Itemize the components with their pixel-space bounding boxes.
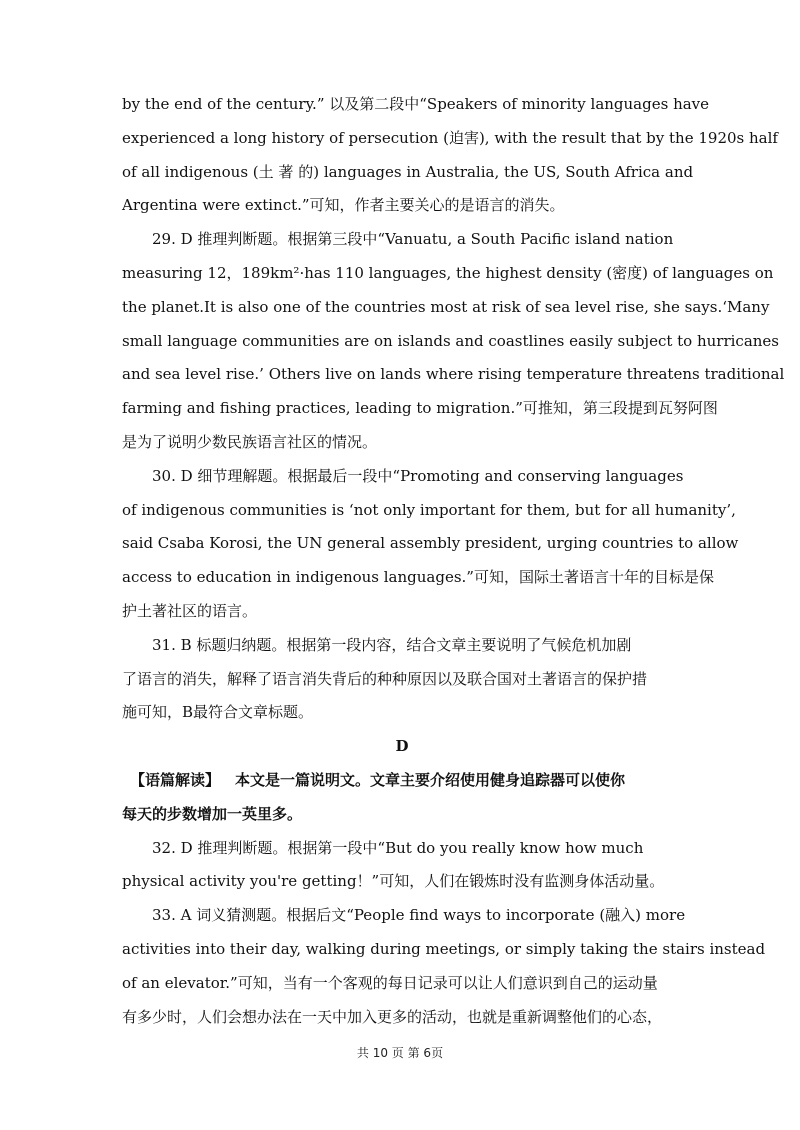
paragraph-line: 33. A 词义猜测题。根据后文“People find ways to incorporate (融入) more [152, 906, 686, 925]
paragraph-line: said Csaba Korosi, the UN general assembly president, urging countries to allow [122, 534, 739, 553]
paragraph-line: small language communities are on islands and coastlines easily subject to hurricanes [122, 331, 780, 350]
paragraph-p5 [122, 832, 682, 900]
paragraph-line: activities into their day, walking during meetings, or simply taking the stairs instead [122, 939, 766, 958]
paragraph-p2 [122, 223, 785, 460]
passage-intro [122, 764, 682, 832]
paragraph-p4 [122, 629, 682, 730]
page-footer: 共 10 页 第 6页 [356, 1046, 444, 1060]
paragraph-line: 施可知，B最符合文章标题。 [122, 703, 314, 722]
paragraph-line: 护土著社区的语言。 [122, 601, 258, 620]
document-body [122, 88, 785, 1034]
paragraph-line: 30. D 细节理解题。根据最后一段中“Promoting and conserving languages [152, 466, 684, 485]
paragraph-line: by the end of the century.” 以及第二段中“Speakers of minority languages have [122, 95, 710, 113]
paragraph-p1 [122, 88, 778, 223]
paragraph-line: the planet.It is also one of the countries most at risk of sea level rise, she says.‘Many [122, 297, 770, 316]
paragraph-line: farming and fishing practices, leading to migration.”可推知，第三段提到瓦努阿图 [122, 399, 718, 418]
intro-text: 每天的步数增加一英里多。 [122, 804, 303, 823]
paragraph-p6 [122, 899, 766, 1034]
paragraph-line: 了语言的消失，解释了语言消失背后的种种原因以及联合国对土著语言的保护措 [122, 669, 648, 688]
paragraph-line: 31. B 标题归纳题。根据第一段内容，结合文章主要说明了气候危机加剧 [152, 635, 632, 654]
paragraph-line: access to education in indigenous languages.”可知，国际土著语言十年的目标是保 [122, 568, 714, 587]
paragraph-line: physical activity you're getting！”可知，人们在锻炼时没有监测身体活动量。 [122, 872, 665, 891]
paragraph-line: experienced a long history of persecution (迫害), with the result that by the 1920s half [122, 128, 778, 147]
paragraph-line: 有多少时，人们会想办法在一天中加入更多的活动，也就是重新调整他们的心态， [122, 1007, 663, 1026]
paragraph-line: of indigenous communities is ‘not only important for them, but for all humanity’, [122, 500, 736, 519]
paragraph-line: and sea level rise.’ Others live on lands where rising temperature threatens traditional [122, 365, 785, 384]
paragraph-line: 是为了说明少数民族语言社区的情况。 [122, 432, 378, 451]
paragraph-line: of an elevator.”可知，当有一个客观的每日记录可以让人们意识到自己的运动量 [122, 973, 658, 992]
section-heading: D [395, 737, 409, 756]
paragraph-line: Argentina were extinct.”可知，作者主要关心的是语言的消失。 [122, 196, 565, 215]
paragraph-p3 [122, 460, 739, 629]
paragraph-line: of all indigenous (土 著 的) languages in Australia, the US, South Africa and [122, 162, 694, 181]
paragraph-line: measuring 12，189km²·has 110 languages, the highest density (密度) of languages on [122, 263, 774, 282]
paragraph-line: 32. D 推理判断题。根据第一段中“But do you really know how much [152, 838, 644, 857]
paragraph-line: 29. D 推理判断题。根据第三段中“Vanuatu, a South Pacific island nation [152, 230, 674, 249]
intro-label: 【语篇解读】 [130, 770, 221, 789]
intro-text: 本文是一篇说明文。文章主要介绍使用健身追踪器可以使你 [235, 770, 626, 789]
